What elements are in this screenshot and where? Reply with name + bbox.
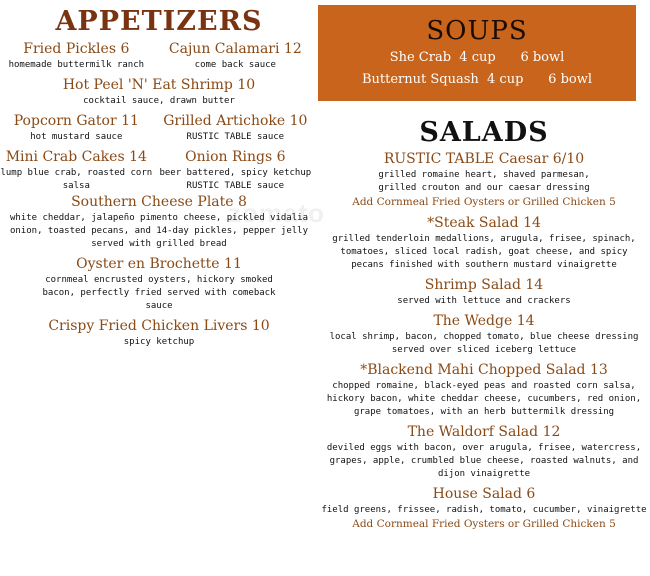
item-desc: chopped romaine, black-eyed peas and roasted corn salsa, hickory bacon, white cheddar cheese, cucumbers, red onion, grape tomatoes, with an herb buttermilk dressing — [326, 381, 642, 417]
watermark-text: zomato — [228, 198, 325, 228]
menu-item-shrimp-salad — [318, 276, 650, 308]
addon-text: Add Cornmeal Fried Oysters or Grilled Chicken 5 — [352, 518, 616, 530]
item-desc: homemade buttermilk ranch — [8, 60, 145, 70]
item-name: *Blackend Mahi Chopped Salad 13 — [360, 362, 608, 378]
menu-item-the-wedge — [318, 312, 650, 357]
item-desc: local shrimp, bacon, chopped tomato, blue cheese dressing served over sliced iceberg lettuce — [329, 332, 639, 355]
item-name: *Steak Salad 14 — [427, 215, 541, 231]
menu-item-mini-crab-cakes — [0, 148, 153, 193]
item-name: RUSTIC TABLE Caesar 6/10 — [383, 151, 585, 167]
menu-item-grilled-artichoke — [153, 112, 318, 144]
menu-item-hot-peel-shrimp — [0, 76, 318, 108]
item-desc: grilled romaine heart, shaved parmesan, grilled crouton and our caesar dressing — [378, 170, 590, 193]
menu-item-waldorf — [318, 423, 650, 481]
item-name: Oyster en Brochette 11 — [76, 256, 242, 272]
item-name: Onion Rings 6 — [185, 149, 286, 165]
menu-item-steak-salad — [318, 214, 650, 272]
item-desc: spicy ketchup — [123, 337, 195, 347]
menu-item-popcorn-gator — [0, 112, 153, 144]
addon-text: Add Cornmeal Fried Oysters or Grilled Chicken 5 — [352, 196, 616, 208]
item-name: Hot Peel 'N' Eat Shrimp 10 — [62, 77, 256, 93]
appetizer-row-3 — [0, 112, 318, 144]
item-name: Fried Pickles 6 — [23, 41, 130, 57]
item-name: The Waldorf Salad 12 — [407, 424, 561, 440]
item-desc: RUSTIC TABLE sauce — [186, 181, 285, 191]
item-name: House Salad 6 — [432, 486, 536, 502]
appetizers-title: APPETIZERS — [55, 6, 263, 37]
appetizer-row-1 — [0, 40, 318, 72]
appetizers-section — [0, 0, 318, 353]
item-name: Crispy Fried Chicken Livers 10 — [48, 318, 270, 334]
item-desc: served with lettuce and crackers — [397, 296, 571, 306]
item-desc: cocktail sauce, drawn butter — [83, 96, 235, 106]
item-desc: grilled tenderloin medallions, arugula, frisee, spinach, tomatoes, sliced local radish, goat cheese, and spicy pecans finished with southern mustard vinaigrette — [332, 234, 636, 270]
item-name: Southern Cheese Plate 8 — [71, 194, 247, 210]
menu-item-onion-rings — [153, 148, 318, 193]
menu-item-oyster-en-brochette — [0, 255, 318, 313]
menu-item-cajun-calamari — [153, 40, 318, 72]
item-desc: RUSTIC TABLE sauce — [186, 132, 285, 142]
soup-she-crab: She Crab 4 cup 6 bowl — [389, 50, 565, 65]
item-desc: hot mustard sauce — [30, 132, 123, 142]
item-name: Mini Crab Cakes 14 — [5, 149, 147, 165]
menu-item-caesar — [318, 150, 650, 210]
item-name: Grilled Artichoke 10 — [163, 113, 308, 129]
item-desc: lump blue crab, roasted corn salsa — [0, 168, 153, 191]
soups-title: SOUPS — [426, 16, 528, 46]
salads-section — [318, 0, 650, 536]
soup-butternut-squash: Butternut Squash 4 cup 6 bowl — [361, 72, 593, 87]
item-name: Cajun Calamari 12 — [168, 41, 302, 57]
item-desc: cornmeal encrusted oysters, hickory smoked bacon, perfectly fried served with comeback sauce — [42, 275, 276, 311]
item-desc: deviled eggs with bacon, over arugula, frisee, watercress, grapes, apple, crumbled blue cheese, roasted walnuts, and dijon vinaigrette — [326, 443, 642, 479]
item-desc: field greens, frissee, radish, tomato, cucumber, vinaigrette — [321, 505, 647, 515]
appetizer-row-4 — [0, 148, 318, 193]
salads-title: SALADS — [419, 117, 549, 148]
item-desc: come back sauce — [194, 60, 276, 70]
menu-item-blackend-mahi — [318, 361, 650, 419]
item-desc: beer battered, spicy ketchup — [159, 168, 312, 178]
menu-item-southern-cheese-plate — [0, 193, 318, 251]
item-name: Popcorn Gator 11 — [13, 113, 139, 129]
menu-item-house-salad — [318, 485, 650, 532]
item-name: Shrimp Salad 14 — [424, 277, 544, 293]
menu-item-fried-pickles — [0, 40, 153, 72]
item-name: The Wedge 14 — [433, 313, 535, 329]
menu-item-chicken-livers — [0, 317, 318, 349]
item-desc: white cheddar, jalapeño pimento cheese, pickled vidalia onion, toasted pecans, and 14-day pickles, pepper jelly served with grilled bread — [9, 213, 308, 249]
